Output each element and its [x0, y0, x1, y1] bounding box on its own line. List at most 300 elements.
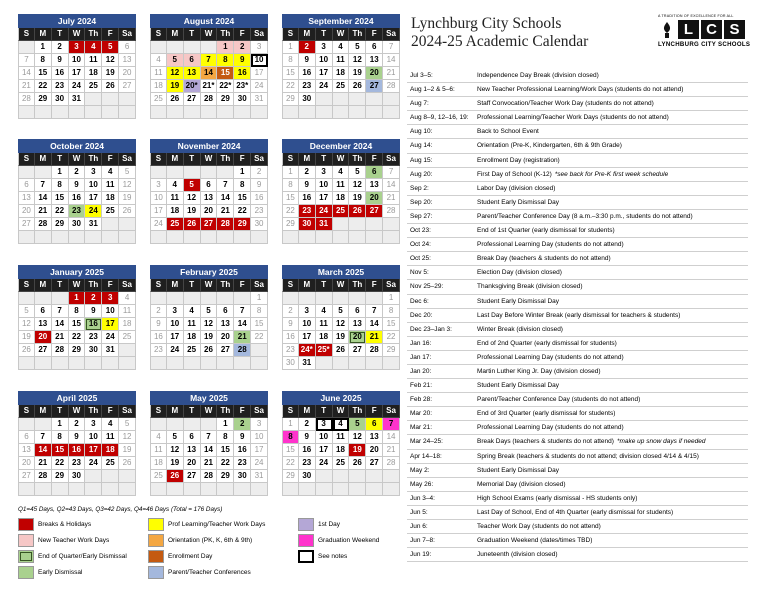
event-description: Parent/Teacher Conference Day (8 a.m.–3:30 p.m., students do not attend) — [477, 212, 693, 220]
day-cell: 22 — [282, 205, 299, 218]
empty-cell — [167, 166, 184, 179]
day-cell: 25 — [102, 457, 119, 470]
day-cell: 24 — [316, 80, 333, 93]
event-text — [477, 139, 748, 152]
event-date: Nov 5: — [410, 269, 429, 277]
day-cell: 5 — [167, 431, 184, 444]
weekday-header: Sa — [119, 279, 136, 292]
day-cell: 24 — [69, 80, 86, 93]
day-cell: 5 — [102, 41, 119, 54]
day-cell: 9 — [299, 179, 316, 192]
day-cell: 2 — [69, 418, 86, 431]
empty-cell — [217, 483, 234, 496]
day-cell: 15 — [282, 67, 299, 80]
empty-cell — [102, 483, 119, 496]
day-cell: 25 — [102, 205, 119, 218]
day-cell: 30 — [299, 93, 316, 106]
day-cell: 24 — [251, 80, 268, 93]
day-cell: 23 — [299, 80, 316, 93]
empty-cell — [201, 106, 218, 119]
empty-cell — [201, 418, 218, 431]
day-cell: 4 — [316, 305, 333, 318]
event-date: Jun 7–8: — [410, 537, 435, 545]
day-cell: 14 — [52, 318, 69, 331]
day-cell: 24 — [85, 205, 102, 218]
day-cell: 31 — [299, 357, 316, 370]
day-cell: 3 — [299, 305, 316, 318]
weekday-header: M — [167, 405, 184, 418]
event-text — [477, 295, 748, 308]
empty-cell — [349, 357, 366, 370]
empty-cell — [316, 231, 333, 244]
day-cell: 17 — [316, 444, 333, 457]
day-cell: 13 — [184, 67, 201, 80]
day-cell: 2 — [150, 305, 167, 318]
lcs-logo — [658, 14, 750, 54]
weekday-header: F — [102, 28, 119, 41]
empty-cell — [167, 292, 184, 305]
month-title: May 2025 — [150, 391, 268, 405]
day-cell: 4 — [333, 418, 350, 431]
day-cell: 18 — [150, 80, 167, 93]
day-cell: 23 — [234, 457, 251, 470]
day-cell: 17 — [316, 192, 333, 205]
day-cell: 6 — [184, 431, 201, 444]
event-row — [407, 139, 748, 153]
event-text — [477, 365, 748, 378]
day-cell: 5 — [119, 166, 136, 179]
day-cell: 26 — [167, 470, 184, 483]
month-grid — [150, 28, 268, 119]
day-cell: 12 — [18, 318, 35, 331]
day-cell: 13 — [119, 54, 136, 67]
empty-cell — [18, 231, 35, 244]
event-description: Memorial Day (division closed) — [477, 480, 566, 488]
empty-cell — [85, 483, 102, 496]
weekday-header: S — [282, 279, 299, 292]
day-cell: 20 — [349, 331, 366, 344]
day-cell: 25 — [333, 80, 350, 93]
day-cell: 25 — [333, 205, 350, 218]
event-text — [477, 210, 748, 223]
day-cell: 3 — [150, 179, 167, 192]
event-date: Mar 21: — [410, 424, 433, 432]
day-cell: 1 — [52, 418, 69, 431]
event-text — [477, 407, 748, 420]
event-description: Last Day of School, End of 4th Quarter (early dismissal for students) — [477, 508, 674, 516]
event-description: Student Early Dismissal Day — [477, 297, 559, 305]
day-cell: 9 — [234, 54, 251, 67]
empty-cell — [35, 357, 52, 370]
event-date: Jan 16: — [410, 339, 432, 347]
empty-cell — [119, 470, 136, 483]
day-cell: 1 — [217, 418, 234, 431]
day-cell: 31 — [316, 218, 333, 231]
empty-cell — [383, 470, 400, 483]
month-title: April 2025 — [18, 391, 136, 405]
empty-cell — [18, 41, 35, 54]
day-cell: 16 — [299, 444, 316, 457]
event-description: Professional Learning Day (students do not attend) — [477, 353, 624, 361]
day-cell: 21 — [35, 457, 52, 470]
day-cell: 17 — [85, 444, 102, 457]
event-date: Dec 6: — [410, 297, 429, 305]
day-cell: 22 — [35, 80, 52, 93]
event-text — [477, 196, 748, 209]
day-cell: 9 — [251, 179, 268, 192]
day-cell: 12 — [167, 67, 184, 80]
event-row — [407, 196, 748, 210]
day-cell: 1 — [282, 41, 299, 54]
month-january — [18, 265, 136, 370]
empty-cell — [316, 106, 333, 119]
day-cell: 4 — [333, 166, 350, 179]
event-row — [407, 492, 748, 506]
legend-swatch — [18, 566, 34, 579]
day-cell: 17 — [85, 192, 102, 205]
empty-cell — [299, 231, 316, 244]
event-text — [477, 309, 748, 322]
empty-cell — [366, 93, 383, 106]
day-cell: 3 — [316, 166, 333, 179]
event-description: Independence Day Break (division closed) — [477, 72, 599, 79]
empty-cell — [85, 470, 102, 483]
day-cell: 28 — [35, 218, 52, 231]
day-cell: 9 — [299, 431, 316, 444]
day-cell: 13 — [35, 318, 52, 331]
empty-cell — [201, 41, 218, 54]
day-cell: 15 — [383, 318, 400, 331]
event-text — [477, 421, 748, 434]
day-cell: 12 — [349, 179, 366, 192]
day-cell: 12 — [349, 431, 366, 444]
event-description: Professional Learning Day (students do not attend) — [477, 424, 624, 432]
day-cell: 10 — [69, 54, 86, 67]
event-date: Oct 23: — [410, 227, 431, 235]
weekday-header: M — [299, 405, 316, 418]
event-date: Aug 8–9, 12–16, 19: — [410, 114, 469, 122]
day-cell: 4 — [333, 41, 350, 54]
legend-item — [18, 533, 109, 547]
empty-cell — [119, 231, 136, 244]
day-cell: 8 — [282, 54, 299, 67]
day-cell: 30 — [85, 344, 102, 357]
day-cell: 26 — [102, 80, 119, 93]
day-cell: 30 — [234, 93, 251, 106]
empty-cell — [18, 106, 35, 119]
event-text — [477, 182, 748, 195]
day-cell: 30 — [52, 93, 69, 106]
day-cell: 14 — [366, 318, 383, 331]
day-cell: 27 — [201, 218, 218, 231]
weekday-header: S — [150, 405, 167, 418]
day-cell: 6 — [201, 179, 218, 192]
day-cell: 28 — [366, 344, 383, 357]
weekday-header: M — [167, 153, 184, 166]
day-cell: 2 — [69, 166, 86, 179]
day-cell: 23 — [52, 80, 69, 93]
event-description: Spring Break (teachers & students do not attend; division closed 4/14 & 4/15) — [477, 452, 699, 460]
day-cell: 5 — [119, 418, 136, 431]
empty-cell — [184, 483, 201, 496]
month-may — [150, 391, 268, 496]
empty-cell — [366, 470, 383, 483]
day-cell: 16 — [52, 67, 69, 80]
day-cell: 16 — [282, 331, 299, 344]
event-text — [477, 492, 748, 505]
day-cell: 31 — [85, 218, 102, 231]
month-title: August 2024 — [150, 14, 268, 28]
day-cell: 21 — [18, 80, 35, 93]
weekday-header: Sa — [383, 153, 400, 166]
legend-swatch — [148, 550, 164, 563]
legend-swatch — [18, 550, 34, 563]
day-cell: 17 — [251, 444, 268, 457]
event-text — [477, 238, 748, 251]
empty-cell — [150, 41, 167, 54]
weekday-header: M — [167, 28, 184, 41]
logo-name: LYNCHBURG CITY SCHOOLS — [658, 41, 751, 48]
event-text — [477, 506, 748, 519]
day-cell: 10 — [167, 318, 184, 331]
event-description: New Teacher Professional Learning/Work Days (students do not attend) — [477, 86, 684, 94]
day-cell: 9 — [52, 54, 69, 67]
legend-swatch — [148, 518, 164, 531]
empty-cell — [102, 231, 119, 244]
empty-cell — [18, 483, 35, 496]
day-cell: 14 — [201, 67, 218, 80]
event-description: Back to School Event — [477, 128, 539, 136]
event-row — [407, 365, 748, 379]
weekday-header: M — [299, 279, 316, 292]
day-cell: 1 — [234, 166, 251, 179]
day-cell: 29 — [52, 218, 69, 231]
event-description: Orientation (Pre-K, Kindergarten, 6th & 9th Grade) — [477, 142, 622, 150]
weekday-header: W — [69, 405, 86, 418]
day-cell: 22 — [251, 331, 268, 344]
day-cell: 18 — [102, 444, 119, 457]
weekday-header: F — [102, 405, 119, 418]
weekday-header: M — [299, 153, 316, 166]
legend-swatch — [148, 534, 164, 547]
day-cell: 5 — [18, 305, 35, 318]
day-cell: 5 — [349, 166, 366, 179]
event-text — [477, 337, 748, 350]
weekday-header: F — [234, 405, 251, 418]
day-cell: 22 — [234, 205, 251, 218]
day-cell: 25 — [333, 457, 350, 470]
empty-cell — [52, 483, 69, 496]
month-title: November 2024 — [150, 139, 268, 153]
empty-cell — [234, 292, 251, 305]
day-cell: 13 — [18, 444, 35, 457]
event-text — [477, 520, 748, 533]
day-cell: 17 — [102, 318, 119, 331]
event-text — [477, 97, 748, 110]
day-cell: 29 — [217, 93, 234, 106]
weekday-header: W — [201, 28, 218, 41]
empty-cell — [201, 292, 218, 305]
day-cell: 2 — [52, 41, 69, 54]
day-cell: 19 — [102, 67, 119, 80]
day-cell: 18 — [316, 331, 333, 344]
day-cell: 17 — [167, 331, 184, 344]
event-description: End of 3rd Quarter (early dismissal for students) — [477, 410, 616, 418]
day-cell: 18 — [119, 318, 136, 331]
day-cell: 8 — [383, 305, 400, 318]
day-cell: 6 — [366, 418, 383, 431]
event-date: Dec 23–Jan 3: — [410, 325, 452, 333]
event-row — [407, 238, 748, 252]
event-description: Professional Learning/Teacher Work Days (students do not attend) — [477, 114, 669, 122]
day-cell: 15 — [282, 444, 299, 457]
empty-cell — [349, 483, 366, 496]
day-cell: 28 — [18, 93, 35, 106]
weekday-header: W — [333, 279, 350, 292]
weekday-header: S — [150, 279, 167, 292]
event-description: Teacher Work Day (students do not attend) — [477, 523, 601, 530]
event-description: Enrollment Day (registration) — [477, 156, 560, 164]
month-title: October 2024 — [18, 139, 136, 153]
empty-cell — [383, 483, 400, 496]
day-cell: 27 — [184, 470, 201, 483]
event-text — [477, 323, 748, 336]
day-cell: 4 — [150, 54, 167, 67]
day-cell: 9 — [150, 318, 167, 331]
day-cell: 20 — [366, 444, 383, 457]
day-cell: 8 — [69, 305, 86, 318]
empty-cell — [69, 483, 86, 496]
day-cell: 12 — [119, 179, 136, 192]
event-row — [407, 125, 748, 139]
day-cell: 16 — [69, 444, 86, 457]
empty-cell — [69, 357, 86, 370]
empty-cell — [35, 231, 52, 244]
day-cell: 16 — [299, 192, 316, 205]
day-cell: 7 — [217, 179, 234, 192]
day-cell: 21 — [383, 444, 400, 457]
day-cell: 8 — [217, 54, 234, 67]
day-cell: 11 — [150, 444, 167, 457]
weekday-header: M — [35, 279, 52, 292]
day-cell: 14 — [35, 192, 52, 205]
weekday-header: T — [52, 279, 69, 292]
empty-cell — [333, 470, 350, 483]
day-cell: 20 — [201, 205, 218, 218]
weekday-header: T — [316, 28, 333, 41]
weekday-header: W — [201, 279, 218, 292]
weekday-header: T — [184, 405, 201, 418]
day-cell: 13 — [184, 444, 201, 457]
day-cell: 1 — [69, 292, 86, 305]
month-title: February 2025 — [150, 265, 268, 279]
day-cell: 24* — [299, 344, 316, 357]
empty-cell — [85, 106, 102, 119]
weekday-header: T — [316, 405, 333, 418]
empty-cell — [383, 106, 400, 119]
event-date: Sep 2: — [410, 184, 429, 192]
month-grid — [150, 405, 268, 496]
day-cell: 29 — [282, 93, 299, 106]
legend-label: Orientation (PK, K, 6th & 9th) — [168, 536, 253, 544]
day-cell: 10 — [85, 179, 102, 192]
day-cell: 6 — [184, 54, 201, 67]
event-text — [477, 534, 748, 547]
day-cell: 20 — [184, 457, 201, 470]
day-cell: 25 — [167, 218, 184, 231]
event-date: May 2: — [410, 466, 430, 474]
day-cell: 11 — [333, 54, 350, 67]
day-cell: 16 — [69, 192, 86, 205]
month-february — [150, 265, 268, 370]
title-line-2: 2024-25 Academic Calendar — [411, 33, 589, 50]
day-cell: 6 — [18, 179, 35, 192]
empty-cell — [383, 231, 400, 244]
day-cell: 8 — [217, 431, 234, 444]
empty-cell — [234, 231, 251, 244]
empty-cell — [184, 41, 201, 54]
event-date: May 26: — [410, 480, 434, 488]
day-cell: 19 — [167, 80, 184, 93]
day-cell: 17 — [316, 67, 333, 80]
month-title: January 2025 — [18, 265, 136, 279]
day-cell: 3 — [85, 166, 102, 179]
day-cell: 20 — [119, 67, 136, 80]
day-cell: 2 — [299, 418, 316, 431]
event-date: Sep 27: — [410, 212, 433, 220]
empty-cell — [201, 166, 218, 179]
event-row — [407, 224, 748, 238]
event-text — [477, 69, 748, 82]
empty-cell — [102, 218, 119, 231]
day-cell: 31 — [102, 344, 119, 357]
day-cell: 4 — [102, 418, 119, 431]
empty-cell — [201, 231, 218, 244]
day-cell: 23 — [282, 344, 299, 357]
event-row — [407, 464, 748, 478]
day-cell: 20 — [35, 331, 52, 344]
legend-label: New Teacher Work Days — [38, 536, 110, 544]
day-cell: 21 — [201, 457, 218, 470]
event-date: Jan 17: — [410, 353, 432, 361]
weekday-header: Th — [85, 153, 102, 166]
day-cell: 17 — [251, 67, 268, 80]
day-cell: 18 — [102, 192, 119, 205]
day-cell: 3 — [316, 418, 333, 431]
day-cell: 3 — [69, 41, 86, 54]
day-cell: 5 — [201, 305, 218, 318]
empty-cell — [184, 292, 201, 305]
day-cell: 6 — [349, 305, 366, 318]
day-cell: 8 — [251, 305, 268, 318]
weekday-header: W — [333, 28, 350, 41]
day-cell: 3 — [167, 305, 184, 318]
day-cell: 14 — [217, 192, 234, 205]
weekday-header: Sa — [383, 279, 400, 292]
day-cell: 18 — [167, 205, 184, 218]
logo-tagline: A TRADITION OF EXCELLENCE FOR ALL — [658, 14, 734, 18]
logo-letter-c: C — [701, 20, 722, 39]
weekday-header: M — [299, 28, 316, 41]
empty-cell — [251, 106, 268, 119]
event-date: Aug 15: — [410, 156, 433, 164]
day-cell: 10 — [251, 431, 268, 444]
day-cell: 10 — [85, 431, 102, 444]
empty-cell — [35, 418, 52, 431]
event-row — [407, 506, 748, 520]
day-cell: 6 — [366, 166, 383, 179]
event-date: Feb 28: — [410, 396, 433, 404]
